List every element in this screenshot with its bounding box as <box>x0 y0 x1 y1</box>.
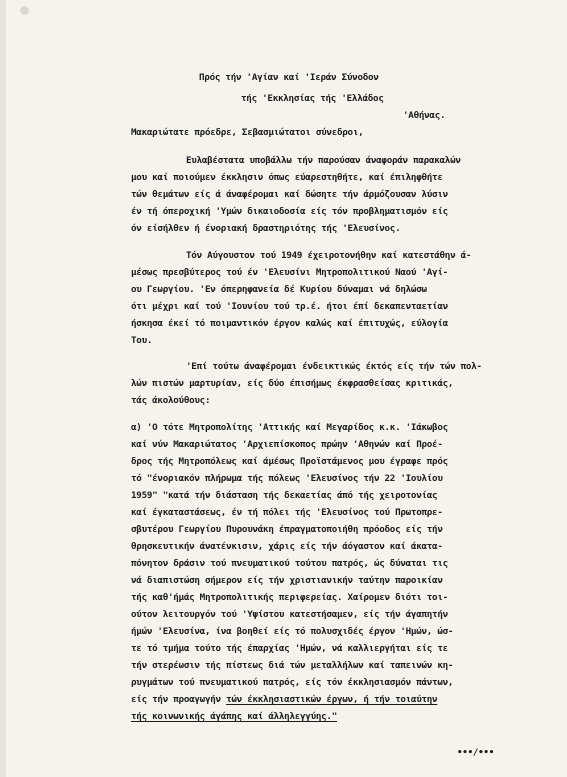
paragraph-a-line: τής καθ'ήμάς Μητροπολιτικής περιφερείας. Χαίρομεν διότι τοι- <box>131 592 448 603</box>
paragraph-3-line: 'Επί τούτω άναφέρομαι ένδεικτικώς έκτός είς τήν τών πολ- <box>186 361 482 372</box>
paragraph-a-line: νά διαπιστώση σήμερον είς τήν χριστιανικήν ταύτην παροικίαν <box>131 575 443 586</box>
paragraph-a-line: πόνητον δράσιν τού πνευματικού τούτου πατρός, ώς δύναται τις <box>131 558 448 569</box>
paragraph-a-line: σβυτέρου Γεωργίου Πυρουνάκη έπραγματοποιήθη πρόοδος είς τήν <box>131 524 443 535</box>
addressee-line-1: Πρός τήν 'Αγίαν καί 'Ιεράν Σύνοδον <box>199 72 379 83</box>
paragraph-2-line: ότι μέχρι καί τού 'Ιουνίου τού τρ.έ. ήτοι έπί δεκαπενταετίαν <box>131 301 448 312</box>
paragraph-a-line: τό "ένοριακόν πλήρωμα τής πόλεως 'Ελευσίνος τήν 22 'Ιουλίου <box>131 473 443 484</box>
paragraph-2-line: Τόν Αύγουστον τού 1949 έχειροτονήθην καί κατεστάθην ά- <box>186 250 472 261</box>
underlined-quote-text: τών έκκλησιαστικών έργων, ή τήν τοιαύτην <box>226 694 438 705</box>
paragraph-a-line: τήν στερέωσιν τής πίστεως διά τών μεταλλήλων καί ταπεινών κη- <box>131 660 454 671</box>
paragraph-a-line: καί νύν Μακαριώτατος 'Αρχιεπίσκοπος πρώην 'Αθηνών καί Προέ- <box>131 439 443 450</box>
addressee-line-2: τής 'Εκκλησίας τής 'Ελλάδος <box>241 93 384 104</box>
paragraph-1-line: μου καί ποιούμεν έκκλησιν όπως εύαρεστηθήτε, καί έπιληφθήτε <box>131 172 443 183</box>
paragraph-1-line: τών θεμάτων είς ά άναφέρομαι καί δώσητε τήν άρμόζουσαν λύσιν <box>131 189 448 200</box>
paragraph-a-text: είς τήν προαγωγήν <box>131 694 227 705</box>
paragraph-3-line: λών πιστών μαρτυρίαν, είς δύο έπισήμως έκφρασθείσας κριτικάς, <box>131 378 454 389</box>
paragraph-2-line: ήσκησα έκεί τό ποιμαντικόν έργον καλώς καί έπιτυχώς, εύλογία <box>131 318 448 329</box>
paragraph-2-line: ου Γεωργίου. 'Εν όπερηφανεία δέ Κυρίου δύναμαι νά δηλώσω <box>131 284 427 295</box>
addressee-city: 'Αθήνας. <box>403 110 446 121</box>
paragraph-3-line: τάς άκολούθους: <box>131 395 211 406</box>
paragraph-a-line <box>131 695 437 704</box>
paragraph-a-line: ρυγμάτων τού πνευματικού πατρός, είς τόν έκκλησιασμόν πάντων, <box>131 677 454 688</box>
paragraph-a-line: α) 'Ο τότε Μητροπολίτης 'Αττικής καί Μεγαρίδος κ.κ. 'Ιάκωβος <box>131 422 448 433</box>
paragraph-a-line: καί έγκαταστάσεως, έν τή πόλει τής 'Ελευσίνος τού Πρωτοπρε- <box>131 507 443 518</box>
paragraph-a-line: ήμών 'Ελευσίνα, ίνα βοηθεί είς τό πολυσχιδές έργον 'Ημών, ώσ- <box>131 626 454 637</box>
paragraph-1-line: Ευλαβέστατα υποβάλλω τήν παρούσαν άναφοράν παρακαλών <box>186 155 461 166</box>
paper-edge-shadow <box>0 0 6 777</box>
paragraph-a-line: 1959" "κατά τήν διάσταση τής δεκαετίας άπό τής χειροτονίας <box>131 490 438 501</box>
paragraph-a-line: τε τό τμήμα τούτο τής έπαρχίας 'Ημών, νά καλλιεργήται είς τε <box>131 643 448 654</box>
paragraph-1-line: όν είσήλθεν ή ένοριακή δραστηριότης τής 'Ελευσίνος. <box>131 223 401 234</box>
paragraph-a-line: ούτον λειτουργόν τού 'Υψίστου κατεστήσαμεν, είς τήν άγαπητήν <box>131 609 448 620</box>
paragraph-2-line: Του. <box>131 335 153 346</box>
punch-hole <box>20 6 29 15</box>
paragraph-a-line: δρος τής Μητροπόλεως καί άμέσως Προϊστάμενος μου έγραφε πρός <box>131 456 448 467</box>
continuation-mark: •••/••• <box>457 747 494 758</box>
paragraph-2-line: μέσως πρεσβύτερος τού έν 'Ελευσίνι Μητροπολιτικού Ναού 'Αγί- <box>131 267 448 278</box>
paragraph-1-line: έν τή όπεροχική 'Υμών δικαιοδοσία είς τόν προβληματισμόν είς <box>131 206 448 217</box>
underlined-quote-text: τής κοινωνικής άγάπης καί άλληλεγγύης." <box>131 711 337 722</box>
paragraph-a-line: θρησκευτικήν άνατένκισιν, χάρις είς τήν άόγαστον καί άκατα- <box>131 541 443 552</box>
salutation: Μακαριώτατε πρόεδρε, Σεβασμιώτατοι σύνεδροι, <box>131 127 364 138</box>
